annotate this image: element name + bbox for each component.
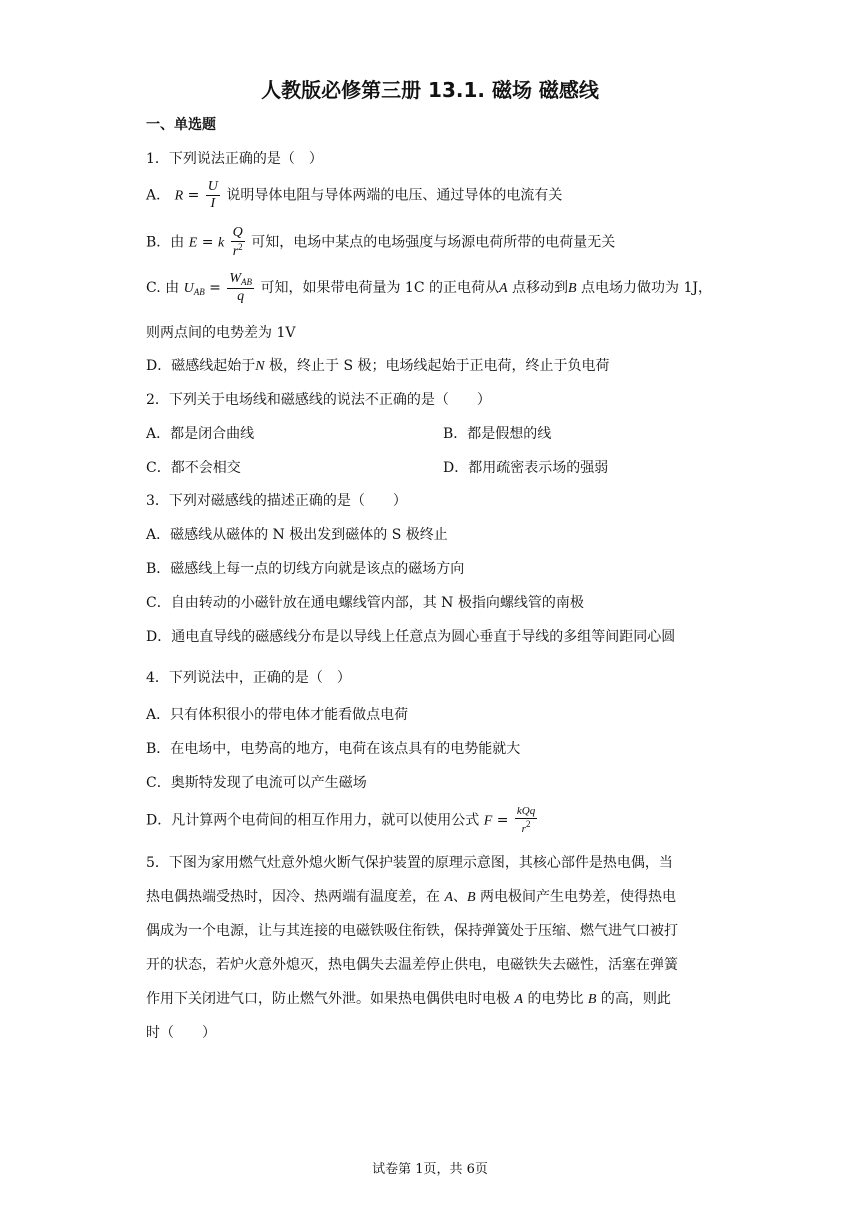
question-4-option-b: B．在电场中，电势高的地方，电荷在该点具有的电势能就大 <box>146 741 521 757</box>
question-5-line-1: 5．下图为家用燃气灶意外熄火断气保护装置的原理示意图，其核心部件是热电偶，当 <box>146 855 673 871</box>
var-a: A <box>499 281 508 296</box>
question-5-line-3: 偶成为一个电源，让与其连接的电磁铁吸住衔铁，保持弹簧处于压缩、燃气进气口被打 <box>146 923 678 939</box>
var-a: A <box>444 890 454 905</box>
option-c-mid: 点移动到 <box>507 280 569 296</box>
question-2-option-c: C．都不会相交 <box>146 460 241 476</box>
option-d-text: D．凡计算两个电荷间的相互作用力，就可以使用公式 <box>146 812 480 829</box>
section-heading: 一、单选题 <box>146 117 216 133</box>
question-5-line-6: 时（ ） <box>146 1025 216 1041</box>
q5-l2-sep: 、 <box>453 889 468 905</box>
page-title: 人教版必修第三册 13.1. 磁场 磁感线 <box>261 78 599 102</box>
question-2-option-b: B．都是假想的线 <box>443 426 552 442</box>
question-4-option-c: C．奥斯特发现了电流可以产生磁场 <box>146 775 367 791</box>
question-1-option-c: C. 由 $U_{AB}$ = $\frac{W_{AB}}{q}$ 可知，如果带电荷量为 1C 的正电荷从A 点移动到B 点电场力做功为 1J， <box>146 271 712 304</box>
q5-l5-a: 作用下关闭进气口，防止燃气外泄。如果热电偶供电时电极 <box>146 991 515 1007</box>
var-a: A <box>514 992 524 1007</box>
var-n: N <box>255 359 265 374</box>
question-4-option-a: A．只有体积很小的带电体才能看做点电荷 <box>146 707 409 723</box>
question-1-option-a: A． R = $\frac{U}{I}$ 说明导体电阻与导体两端的电压、通过导体的电流有关 <box>146 179 563 211</box>
formula-u: $U_{AB}$ <box>183 281 205 297</box>
formula-r: R <box>174 188 184 204</box>
q5-l5-c: 的高，则此 <box>596 991 671 1007</box>
option-c-text: 可知，如果带电荷量为 1C 的正电荷从 <box>260 280 499 296</box>
option-a-prefix: A． <box>146 187 171 204</box>
option-b-text: 可知，电场中某点的电场强度与场源电荷所带的电荷量无关 <box>251 234 616 251</box>
question-4-stem: 4．下列说法中，正确的是（ ） <box>146 670 351 686</box>
question-5-line-2 <box>146 886 676 906</box>
formula-f: F <box>483 813 493 829</box>
question-5-line-4: 开的状态，若炉火意外熄灭，热电偶失去温差停止供电，电磁铁失去磁性，活塞在弹簧 <box>146 957 678 973</box>
question-1-stem: 1．下列说法正确的是（ ） <box>146 151 323 167</box>
question-3-option-a: A．磁感线从磁体的 N 极出发到磁体的 S 极终止 <box>146 527 448 543</box>
formula-f-fraction: $\frac{\text{kQq}}{r^2}$ <box>516 805 536 835</box>
question-4-option-d: D．凡计算两个电荷间的相互作用力，就可以使用公式 F = $\frac{\text{kQq}}{r^2}$ <box>146 805 536 835</box>
option-b-prefix: B．由 <box>146 234 185 251</box>
question-2-option-a: A．都是闭合曲线 <box>146 426 255 442</box>
page-footer: 试卷第 1页，共 6页 <box>372 1162 488 1177</box>
q5-l2-a: 热电偶热端受热时，因冷、热两端有温度差，在 <box>146 889 445 905</box>
formula-u-fraction: $\frac{W_{AB}}{q}$ <box>229 271 253 304</box>
var-b: B <box>568 281 577 296</box>
question-2-option-d: D．都用疏密表示场的强弱 <box>443 460 609 476</box>
option-c-end: 点电场力做功为 1J， <box>576 280 712 296</box>
question-1-option-c-line2: 则两点间的电势差为 1V <box>146 325 296 341</box>
var-b: B <box>587 992 597 1007</box>
formula-e: E <box>188 235 198 251</box>
question-5-line-5 <box>146 988 671 1008</box>
question-1-option-b: B．由 E = k $\frac{Q}{r^2}$ 可知，电场中某点的电场强度与场源电荷所带的电荷量无关 <box>146 225 616 259</box>
var-b: B <box>467 890 476 905</box>
formula-r-fraction: $\frac{U}{I}$ <box>207 179 218 211</box>
question-3-stem: 3．下列对磁感线的描述正确的是（ ） <box>146 493 407 509</box>
option-d-prefix: D．磁感线起始于 <box>146 358 256 374</box>
option-d-text: 极，终止于 S 极；电场线起始于正电荷，终止于负电荷 <box>264 358 610 374</box>
question-3-option-b: B．磁感线上每一点的切线方向就是该点的磁场方向 <box>146 561 465 577</box>
formula-e-fraction: $\frac{Q}{r^2}$ <box>232 225 243 259</box>
question-3-option-c: C．自由转动的小磁针放在通电螺线管内部，其 N 极指向螺线管的南极 <box>146 595 584 611</box>
q5-l5-b: 的电势比 <box>523 991 588 1007</box>
option-c-prefix: C. 由 <box>146 280 180 296</box>
option-a-text: 说明导体电阻与导体两端的电压、通过导体的电流有关 <box>226 187 563 204</box>
question-3-option-d: D．通电直导线的磁感线分布是以导线上任意点为圆心垂直于导线的多组等间距同心圆 <box>146 629 676 645</box>
question-1-option-d <box>146 355 610 375</box>
q5-l2-b: 两电极间产生电势差，使得热电 <box>475 889 677 905</box>
question-2-stem: 2．下列关于电场线和磁感线的说法不正确的是（ ） <box>146 392 491 408</box>
